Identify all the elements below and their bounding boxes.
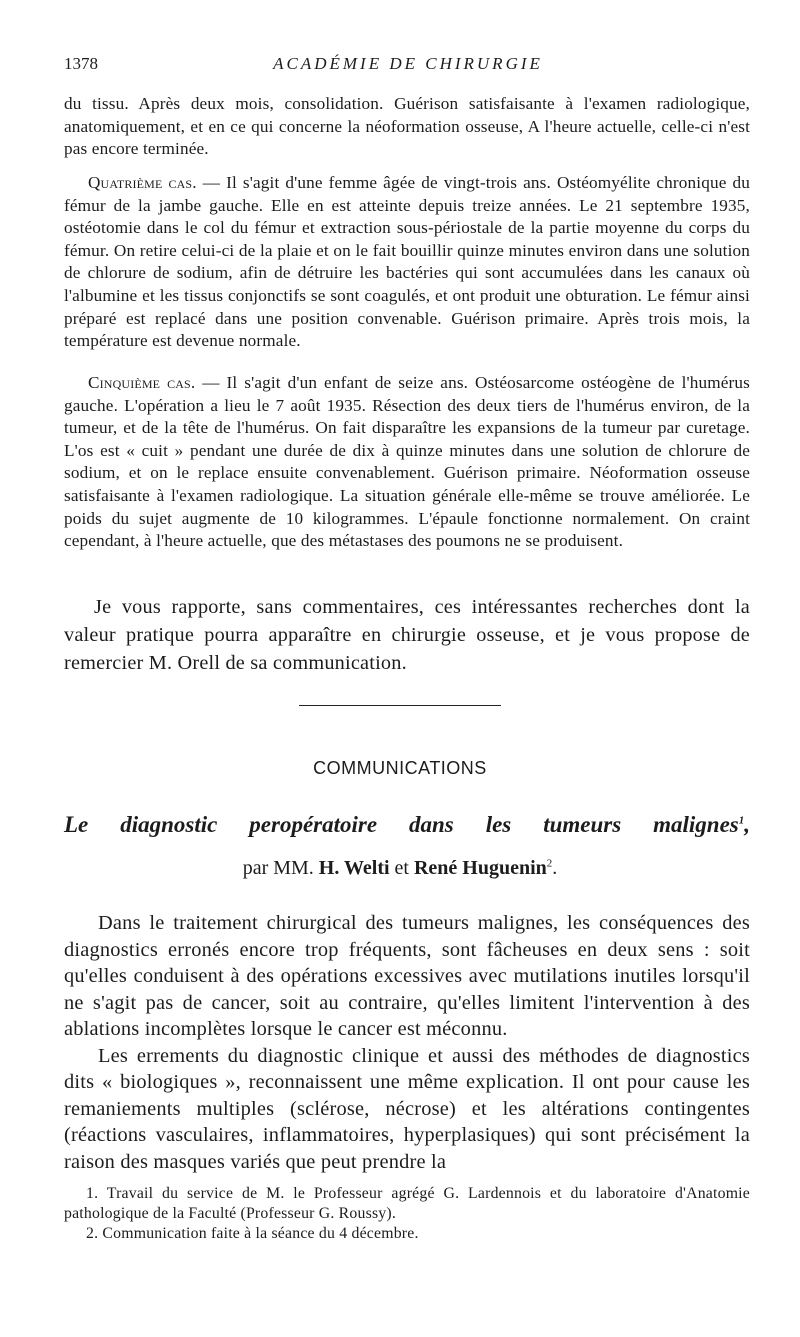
- article-body: [64, 910, 750, 1175]
- footnote: 2. Communication faite à la séance du 4 décembre.: [86, 1225, 419, 1242]
- case-five-text: — Il s'agit d'un enfant de seize ans. Ostéosarcome ostéogène de l'humérus gauche. L'opération a lieu le 7 août 1935. Résection des deux tiers de l'humérus environ, de la tumeur, et de la tête de l'humérus. On fait disparaître les expansions de la tumeur par curetage. L'os est « cuit » pendant une durée de dix à quinze minutes dans une solution de chlorure de sodium, et on le replace ensuite convenablement. Guérison primaire. Néoformation osseuse satisfaisante à l'examen radiologique. La situation générale elle-même se trouve améliorée. Le poids du sujet augmente de 10 kilogrammes. L'épaule fonctionne normalement. On craint cependant, à l'heure actuelle, que des métastases des poumons ne se produisent.: [64, 373, 750, 551]
- body-paragraph: Les errements du diagnostic clinique et aussi des méthodes de diagnostics dits « biologiques », reconnaissent une même explication. Il ont pour cause les remaniements multiples (sclérose, nécrose) et les altérations contingentes (réactions vasculaires, inflammatoires, hyperplasiques) qui sont précisément la raison des masques variés que peut prendre la: [64, 1044, 750, 1173]
- author-welti: H. Welti: [318, 857, 390, 879]
- byline: [0, 857, 800, 880]
- closing-paragraph: Je vous rapporte, sans commentaires, ces intéressantes recherches dont la valeur pratique pourra apparaître en chirurgie osseuse, et je vous propose de remercier M. Orell de sa communication.: [64, 596, 750, 674]
- article-title: [64, 812, 750, 838]
- case-four-label: Quatrième cas.: [88, 173, 197, 192]
- running-title: ACADÉMIE DE CHIRURGIE: [273, 54, 543, 73]
- page-header: [64, 54, 752, 78]
- author-footnote-marker: 2: [546, 857, 553, 870]
- body-paragraph: Dans le traitement chirurgical des tumeurs malignes, les conséquences des diagnostics erronés encore trop fréquents, sont fâcheuses en deux sens : soit qu'elles conduisent à des opérations excessives avec mutilations inutiles lorsqu'il ne s'agit pas de cancer, soit au contraire, qu'elles limitent l'intervention à des ablations incomplètes lorsque le cancer est méconnu.: [64, 912, 750, 1040]
- case-five-label: Cinquième cas.: [88, 373, 196, 392]
- case-four-text: — Il s'agit d'une femme âgée de vingt-trois ans. Ostéomyélite chronique du fémur de la jambe gauche. Elle en est atteinte depuis treize années. Le 21 septembre 1935, ostéotomie dans le col du fémur et extraction sous-périostale de la partie moyenne du corps du fémur. On retire celui-ci de la plaie et on le fait bouillir quinze minutes environ dans une solution de chlorure de sodium, afin de détruire les bactéries qui sont accumulées dans les canaux où l'albumine et les tissus conjonctifs se sont coagulés, et ont produit une obturation. Le fémur ainsi préparé est replacé dans une position convenable. Guérison primaire. Après trois mois, la température est devenue normale.: [64, 173, 750, 351]
- byline-prefix: par MM.: [242, 857, 314, 879]
- footnotes: [64, 1184, 750, 1244]
- article-title-text: Le diagnostic peropératoire dans les tumeurs malignes: [64, 812, 739, 837]
- case-five-paragraph: [64, 372, 750, 553]
- byline-and: et: [394, 857, 409, 879]
- footnote: 1. Travail du service de M. le Professeur agrégé G. Lardennois et du laboratoire d'Anatomie pathologique de la Faculté (Professeur G. Roussy).: [64, 1185, 750, 1222]
- title-footnote-marker: 1: [738, 814, 745, 827]
- byline-period: .: [552, 857, 558, 879]
- author-huguenin: René Huguenin: [413, 857, 547, 879]
- section-divider: [299, 705, 501, 706]
- continuation-paragraph: [64, 93, 750, 161]
- title-comma: ,: [744, 812, 750, 837]
- page-number: 1378: [64, 54, 98, 73]
- continuation-text: du tissu. Après deux mois, consolidation. Guérison satisfaisante à l'examen radiologique, anatomiquement, et en ce qui concerne la néoformation osseuse, A l'heure actuelle, celle-ci n'est pas encore terminée.: [64, 94, 750, 159]
- section-heading: COMMUNICATIONS: [313, 758, 487, 778]
- case-four-paragraph: [64, 172, 750, 353]
